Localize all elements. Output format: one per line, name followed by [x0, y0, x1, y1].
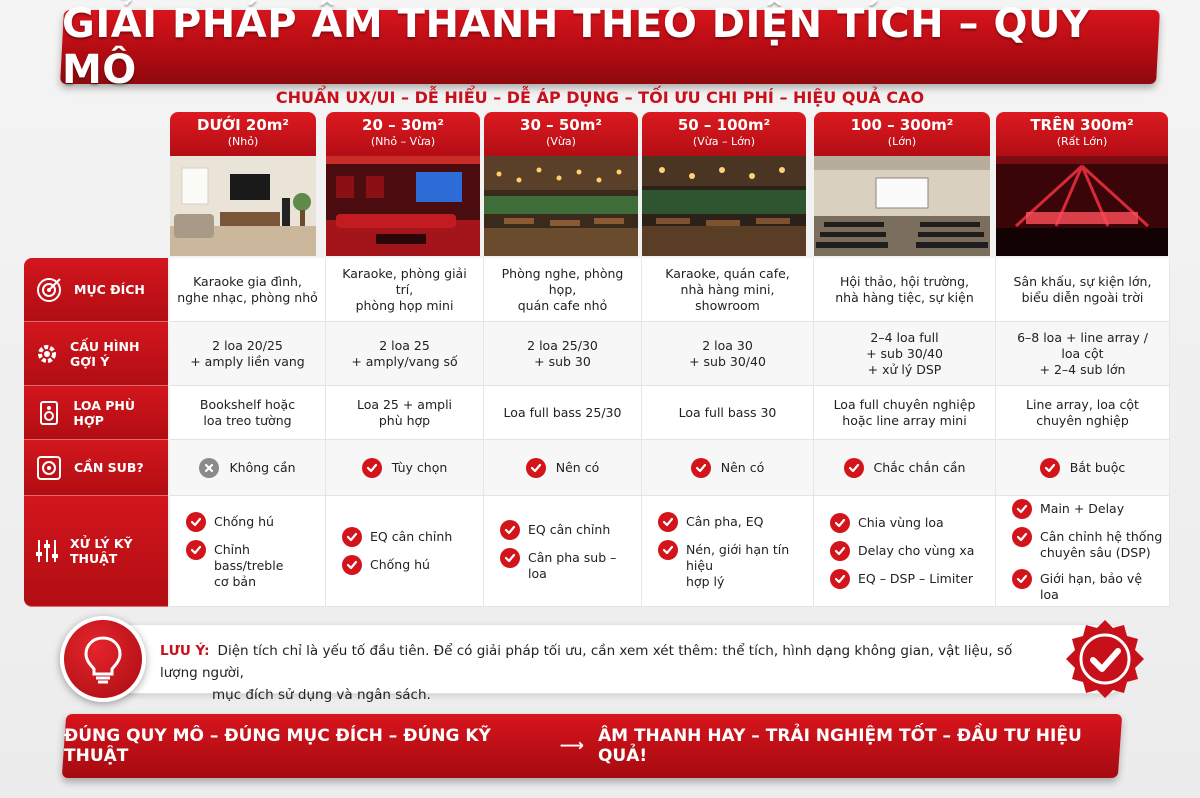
- list-item: [1012, 527, 1162, 561]
- list-item-text: [858, 513, 944, 531]
- list-item-text: [214, 512, 274, 530]
- column-header-50-100: [642, 112, 806, 256]
- list-item-text: [686, 512, 763, 530]
- table-cell-config: [642, 322, 814, 386]
- list-item: [500, 520, 610, 540]
- column-title: TRÊN 300m²: [1030, 116, 1134, 134]
- text-line: Cân pha sub – loa: [528, 550, 617, 581]
- list-item: [830, 541, 974, 561]
- text-line: Karaoke gia đình,: [193, 273, 302, 289]
- table-cell-config: [814, 322, 996, 386]
- speaker-icon: [34, 398, 63, 428]
- target-icon: [34, 275, 64, 305]
- table-cell-sub: [642, 440, 814, 496]
- text-line: + sub 30/40: [866, 345, 943, 361]
- text-line: + amply liền vang: [190, 353, 305, 369]
- text-line: 2 loa 30: [702, 337, 753, 353]
- list-item: [500, 548, 635, 582]
- text-line: hợp lý: [686, 574, 725, 589]
- list-item-text: [370, 527, 452, 545]
- row-label-text: CẤU HÌNH GỢI Ý: [70, 338, 140, 369]
- living-room-scene: [170, 156, 316, 256]
- list-item-text: [858, 541, 974, 559]
- check-circle-icon: [691, 458, 711, 478]
- text-line: Bookshelf hoặc: [199, 396, 296, 412]
- row-label-purpose: [24, 258, 168, 322]
- list-item: [830, 513, 944, 533]
- text-line: Karaoke, phòng giải trí,: [342, 265, 467, 297]
- check-circle-icon: [526, 458, 546, 478]
- list-item: [186, 512, 274, 532]
- table-cell-processing: [996, 496, 1170, 607]
- karaoke-room-scene: [326, 156, 480, 256]
- check-circle-icon: [830, 569, 850, 589]
- table-cell-config: [326, 322, 484, 386]
- table-cell-config: [170, 322, 326, 386]
- table-cell-config: [484, 322, 642, 386]
- x-circle-icon: [199, 458, 219, 478]
- check-circle-icon: [362, 458, 382, 478]
- check-circle-icon: [342, 555, 362, 575]
- row-label-text: CẦN SUB?: [74, 460, 144, 475]
- table-cell-sub: [326, 440, 484, 496]
- text-line: cơ bản: [214, 574, 257, 589]
- text-line: phù hợp: [378, 412, 431, 428]
- list-item-text: [370, 555, 430, 573]
- list-item-text: [528, 520, 610, 538]
- text-line: Chống hú: [214, 514, 274, 529]
- column-header-over-300: [996, 112, 1168, 256]
- table-cell-processing: [814, 496, 996, 607]
- table-cell-purpose: [996, 258, 1170, 322]
- table-cell-processing: [326, 496, 484, 607]
- table-cell-purpose: [642, 258, 814, 322]
- list-item-text: [1040, 527, 1162, 561]
- table-cell-speaker: [170, 386, 326, 440]
- row-label-text: XỬ LÝ KỸ THUẬT: [70, 536, 133, 566]
- cell-text: Chắc chắn cần: [873, 459, 966, 475]
- list-item-text: [858, 569, 973, 587]
- text-line: Nén, giới hạn tín hiệu: [686, 542, 790, 573]
- check-circle-icon: [830, 513, 850, 533]
- text-line: Delay cho vùng xa: [858, 543, 975, 558]
- column-subtitle: (Vừa): [546, 135, 576, 148]
- text-line: Loa full bass 30: [678, 404, 777, 420]
- table-cell-processing: [642, 496, 814, 607]
- page-title: GIẢI PHÁP ÂM THANH THEO DIỆN TÍCH – QUY MÔ: [62, 1, 1091, 93]
- text-line: Chia vùng loa: [858, 515, 944, 530]
- text-line: nhà hàng mini, showroom: [680, 281, 775, 313]
- text-line: Phòng nghe, phòng họp,: [501, 265, 624, 297]
- table-cell-speaker: [642, 386, 814, 440]
- list-item: [1012, 499, 1124, 519]
- row-label-text: LOA PHÙ HỢP: [73, 397, 136, 428]
- text-line: 2 loa 20/25: [212, 337, 283, 353]
- text-line: EQ cân chỉnh: [370, 529, 453, 544]
- text-line: 6–8 loa + line array /: [1017, 329, 1148, 345]
- table-cell-speaker: [996, 386, 1170, 440]
- arrow-right-icon: ⟶: [559, 736, 584, 756]
- text-line: EQ – DSP – Limiter: [858, 571, 974, 586]
- table-cell-purpose: [484, 258, 642, 322]
- check-circle-icon: [186, 512, 206, 532]
- list-item: [658, 540, 807, 590]
- column-title: 20 – 30m²: [362, 116, 444, 134]
- list-item: [342, 527, 452, 547]
- note-label: LƯU Ý:: [160, 643, 210, 659]
- text-line: + 2–4 sub lớn: [1039, 361, 1126, 377]
- text-line: Karaoke, quán cafe,: [665, 265, 790, 281]
- list-item: [830, 569, 973, 589]
- column-header-under-20: [170, 112, 316, 256]
- subwoofer-icon: [34, 453, 64, 483]
- text-line: quán cafe nhỏ: [517, 297, 608, 313]
- table-cell-speaker: [484, 386, 642, 440]
- text-line: loa cột: [1061, 345, 1104, 361]
- text-line: chuyên sâu (DSP): [1040, 545, 1151, 560]
- column-subtitle: (Rất Lớn): [1056, 135, 1108, 148]
- text-line: EQ cân chỉnh: [528, 522, 611, 537]
- text-line: Chống hú: [370, 557, 430, 572]
- lightbulb-icon: [60, 616, 146, 702]
- column-title: 100 – 300m²: [850, 116, 954, 134]
- check-circle-icon: [1012, 499, 1032, 519]
- cell-text: Nên có: [555, 459, 600, 475]
- column-title: 30 – 50m²: [520, 116, 602, 134]
- table-cell-processing: [484, 496, 642, 607]
- check-circle-icon: [1012, 569, 1032, 589]
- check-circle-icon: [658, 512, 678, 532]
- text-line: Main + Delay: [1040, 501, 1125, 516]
- table-cell-processing: [170, 496, 326, 607]
- text-line: Loa full bass 25/30: [503, 404, 622, 420]
- text-line: Sân khấu, sự kiện lớn,: [1013, 273, 1152, 289]
- row-label-processing: [24, 496, 168, 607]
- list-item: [186, 540, 319, 590]
- text-line: loa treo tường: [203, 412, 292, 428]
- concert-stage-scene: [996, 156, 1168, 256]
- note-text: [160, 640, 1040, 706]
- row-label-config: [24, 322, 168, 386]
- text-line: 2 loa 25/30: [527, 337, 598, 353]
- row-label-text: MỤC ĐÍCH: [74, 282, 145, 297]
- text-line: biểu diễn ngoài trời: [1021, 289, 1144, 305]
- text-line: Cân pha, EQ: [686, 514, 764, 529]
- table-cell-sub: [814, 440, 996, 496]
- cell-text: Tùy chọn: [391, 459, 448, 475]
- table-cell-purpose: [814, 258, 996, 322]
- column-subtitle: (Vừa – Lớn): [692, 135, 756, 148]
- column-subtitle: (Nhỏ): [227, 135, 259, 148]
- footer-right: ÂM THANH HAY – TRẢI NGHIỆM TỐT – ĐẦU TƯ HIỆU QUẢ!: [597, 726, 1082, 766]
- list-item: [342, 555, 430, 575]
- text-line: hoặc line array mini: [842, 412, 967, 428]
- check-circle-icon: [1040, 458, 1060, 478]
- text-line: + sub 30: [534, 353, 591, 369]
- text-line: chuyên nghiệp: [1036, 412, 1129, 428]
- table-cell-sub: [170, 440, 326, 496]
- table-cell-sub: [484, 440, 642, 496]
- note-line-1: Diện tích chỉ là yếu tố đầu tiên. Để có giải pháp tối ưu, cần xem xét thêm: thể tích, hình dạng không gian, vật liệu, số lượng người,: [160, 643, 1013, 681]
- column-header-100-300: [814, 112, 990, 256]
- text-line: nhà hàng tiệc, sự kiện: [835, 289, 974, 305]
- text-line: Giới hạn, bảo vệ loa: [1040, 571, 1143, 602]
- check-circle-icon: [830, 541, 850, 561]
- text-line: Line array, loa cột: [1026, 396, 1139, 412]
- table-cell-config: [996, 322, 1170, 386]
- row-label-sub: [24, 440, 168, 496]
- table-cell-sub: [996, 440, 1170, 496]
- list-item: [658, 512, 763, 532]
- page-subtitle: CHUẨN UX/UI – DỄ HIỂU – DỄ ÁP DỤNG – TỐI ƯU CHI PHÍ – HIỆU QUẢ CAO: [275, 88, 925, 107]
- row-label-speaker: [24, 386, 168, 440]
- text-line: 2 loa 25: [379, 337, 430, 353]
- cell-text: Bắt buộc: [1069, 459, 1126, 475]
- check-circle-icon: [1012, 527, 1032, 547]
- list-item-text: [214, 540, 319, 590]
- table-cell-speaker: [814, 386, 996, 440]
- footer-left: ĐÚNG QUY MÔ – ĐÚNG MỤC ĐÍCH – ĐÚNG KỸ THUẬT: [64, 726, 491, 766]
- note-line-2: mục đích sử dụng và ngân sách.: [212, 687, 431, 703]
- list-item-text: [1040, 569, 1163, 603]
- column-subtitle: (Lớn): [887, 135, 917, 148]
- conference-hall-scene: [814, 156, 990, 256]
- check-circle-icon: [844, 458, 864, 478]
- list-item: [1012, 569, 1163, 603]
- text-line: + amply/vang số: [351, 353, 458, 369]
- check-circle-icon: [500, 548, 520, 568]
- column-title: DƯỚI 20m²: [197, 116, 289, 134]
- restaurant-scene: [642, 156, 806, 256]
- text-line: Hội thảo, hội trường,: [839, 273, 969, 289]
- text-line: 2–4 loa full: [870, 329, 939, 345]
- text-line: + xử lý DSP: [867, 361, 942, 377]
- column-header-30-50: [484, 112, 638, 256]
- cell-text: Nên có: [720, 459, 765, 475]
- column-subtitle: (Nhỏ – Vừa): [370, 135, 436, 148]
- list-item-text: [686, 540, 807, 590]
- check-seal-icon: [1064, 618, 1146, 700]
- table-cell-purpose: [170, 258, 326, 322]
- check-circle-icon: [186, 540, 206, 560]
- text-line: + sub 30/40: [689, 353, 766, 369]
- check-circle-icon: [342, 527, 362, 547]
- table-cell-speaker: [326, 386, 484, 440]
- text-line: Loa 25 + ampli: [356, 396, 453, 412]
- list-item-text: [1040, 499, 1124, 517]
- comparison-table: [24, 112, 1170, 607]
- column-title: 50 – 100m²: [677, 116, 771, 134]
- footer-slogan: [64, 714, 1120, 778]
- text-line: Loa full chuyên nghiệp: [833, 396, 976, 412]
- check-circle-icon: [500, 520, 520, 540]
- column-header-20-30: [326, 112, 480, 256]
- text-line: phòng họp mini: [355, 297, 454, 313]
- cell-text: Không cần: [229, 459, 296, 475]
- table-cell-purpose: [326, 258, 484, 322]
- gear-icon: [34, 339, 60, 369]
- list-item-text: [528, 548, 635, 582]
- check-circle-icon: [658, 540, 678, 560]
- mixer-sliders-icon: [34, 536, 60, 566]
- text-line: Chỉnh bass/treble: [214, 542, 284, 573]
- text-line: nghe nhạc, phòng nhỏ: [177, 289, 318, 305]
- text-line: Cân chỉnh hệ thống: [1040, 529, 1163, 544]
- cafe-scene: [484, 156, 638, 256]
